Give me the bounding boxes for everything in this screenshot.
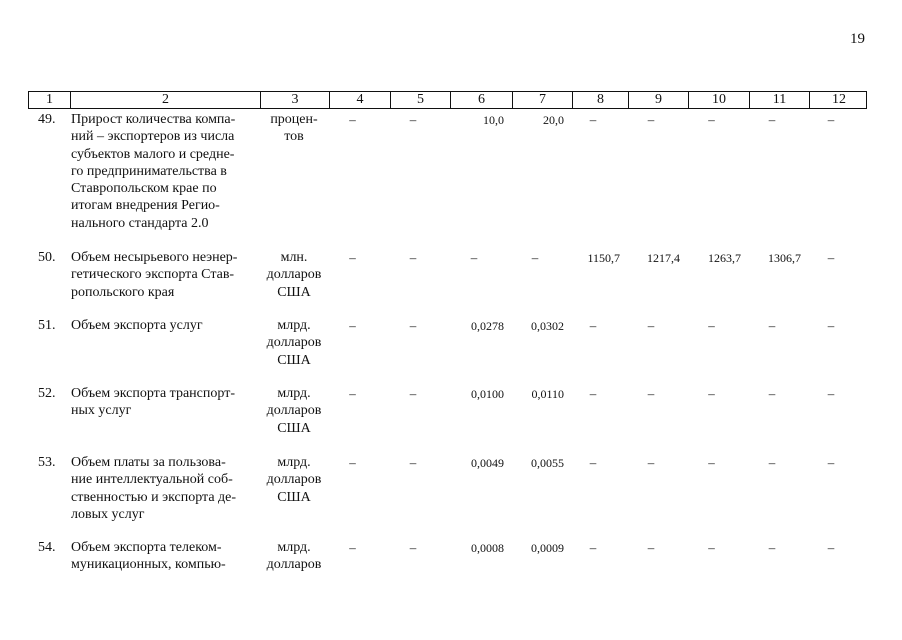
cell-empty-dash: – xyxy=(708,455,715,470)
cell-value: 0,0008 xyxy=(471,541,504,555)
cell-empty-dash: – xyxy=(470,250,478,265)
cell-empty-dash: – xyxy=(589,540,597,555)
cell-empty-dash: – xyxy=(589,386,597,401)
cell-value: 1217,4 xyxy=(647,251,680,265)
cell-empty-dash: – xyxy=(647,540,655,555)
cell-empty-dash: – xyxy=(349,112,356,127)
cell-empty-dash: – xyxy=(827,386,835,401)
cell-empty-dash: – xyxy=(531,250,539,265)
row-number: 54. xyxy=(38,540,56,555)
cell-empty-dash: – xyxy=(409,318,417,333)
row-number: 49. xyxy=(38,112,56,127)
cell-empty-dash: – xyxy=(349,386,356,401)
cell-empty-dash: – xyxy=(409,112,417,127)
cell-value: 20,0 xyxy=(543,113,564,127)
cell-value: 0,0009 xyxy=(531,541,564,555)
row-indicator-name: Прирост количества компа- ний – экспортеров из числа субъектов малого и средне- го предпринимательства в Ставропольском крае по итогам внедрения Регио- нального стандарта 2.0 xyxy=(71,112,236,231)
cell-empty-dash: – xyxy=(647,455,655,470)
row-unit: млрд. долларов США xyxy=(266,386,322,436)
row-unit: млрд. долларов США xyxy=(266,455,322,505)
page-number: 19 xyxy=(850,31,865,47)
cell-empty-dash: – xyxy=(349,540,356,555)
cell-empty-dash: – xyxy=(409,455,417,470)
row-unit: процен- тов xyxy=(270,112,318,145)
cell-empty-dash: – xyxy=(349,318,356,333)
cell-empty-dash: – xyxy=(768,455,776,470)
cell-empty-dash: – xyxy=(708,318,715,333)
cell-empty-dash: – xyxy=(589,318,597,333)
header-cell-2: 2 xyxy=(71,92,261,108)
cell-empty-dash: – xyxy=(768,318,776,333)
cell-value: 1306,7 xyxy=(768,251,801,265)
row-number: 50. xyxy=(38,250,56,265)
row-number: 53. xyxy=(38,455,56,470)
cell-empty-dash: – xyxy=(827,250,835,265)
cell-value: 0,0278 xyxy=(471,319,504,333)
cell-empty-dash: – xyxy=(349,455,356,470)
cell-value: 0,0302 xyxy=(531,319,564,333)
header-cell-7: 7 xyxy=(513,92,573,108)
table-header-row xyxy=(28,91,867,109)
row-unit: млн. долларов США xyxy=(266,250,322,300)
row-number: 51. xyxy=(38,318,56,333)
row-indicator-name: Объем платы за пользова- ние интеллектуальной соб- ственностью и экспорта де- ловых услуг xyxy=(71,455,237,522)
cell-value: 0,0049 xyxy=(471,456,504,470)
cell-empty-dash: – xyxy=(589,112,597,127)
row-indicator-name: Объем экспорта транспорт- ных услуг xyxy=(71,386,235,419)
cell-empty-dash: – xyxy=(409,250,417,265)
header-cell-11: 11 xyxy=(750,92,810,108)
header-cell-8: 8 xyxy=(573,92,629,108)
cell-empty-dash: – xyxy=(827,112,835,127)
row-indicator-name: Объем экспорта телеком- муникационных, компью- xyxy=(71,540,226,573)
header-cell-4: 4 xyxy=(330,92,391,108)
cell-empty-dash: – xyxy=(708,386,715,401)
cell-value: 0,0100 xyxy=(471,387,504,401)
header-cell-6: 6 xyxy=(451,92,513,108)
header-cell-9: 9 xyxy=(629,92,689,108)
cell-empty-dash: – xyxy=(768,112,776,127)
header-cell-5: 5 xyxy=(391,92,451,108)
cell-value: 0,0055 xyxy=(531,456,564,470)
row-indicator-name: Объем несырьевого неэнер- гетического экспорта Став- ропольского края xyxy=(71,250,238,300)
cell-empty-dash: – xyxy=(647,318,655,333)
cell-value: 10,0 xyxy=(483,113,504,127)
cell-empty-dash: – xyxy=(827,540,835,555)
row-unit: млрд. долларов xyxy=(266,540,322,573)
cell-empty-dash: – xyxy=(827,455,835,470)
cell-empty-dash: – xyxy=(768,540,776,555)
cell-empty-dash: – xyxy=(708,112,715,127)
cell-empty-dash: – xyxy=(647,386,655,401)
cell-value: 1150,7 xyxy=(587,251,620,265)
header-cell-10: 10 xyxy=(689,92,750,108)
cell-value: 1263,7 xyxy=(708,251,741,265)
cell-empty-dash: – xyxy=(589,455,597,470)
cell-value: 0,0110 xyxy=(531,387,564,401)
cell-empty-dash: – xyxy=(409,540,417,555)
header-cell-3: 3 xyxy=(261,92,330,108)
cell-empty-dash: – xyxy=(827,318,835,333)
row-number: 52. xyxy=(38,386,56,401)
cell-empty-dash: – xyxy=(768,386,776,401)
cell-empty-dash: – xyxy=(349,250,356,265)
row-unit: млрд. долларов США xyxy=(266,318,322,368)
header-cell-12: 12 xyxy=(832,92,846,107)
cell-empty-dash: – xyxy=(708,540,715,555)
cell-empty-dash: – xyxy=(409,386,417,401)
row-indicator-name: Объем экспорта услуг xyxy=(71,318,203,333)
cell-empty-dash: – xyxy=(647,112,655,127)
header-cell-1: 1 xyxy=(29,92,71,108)
